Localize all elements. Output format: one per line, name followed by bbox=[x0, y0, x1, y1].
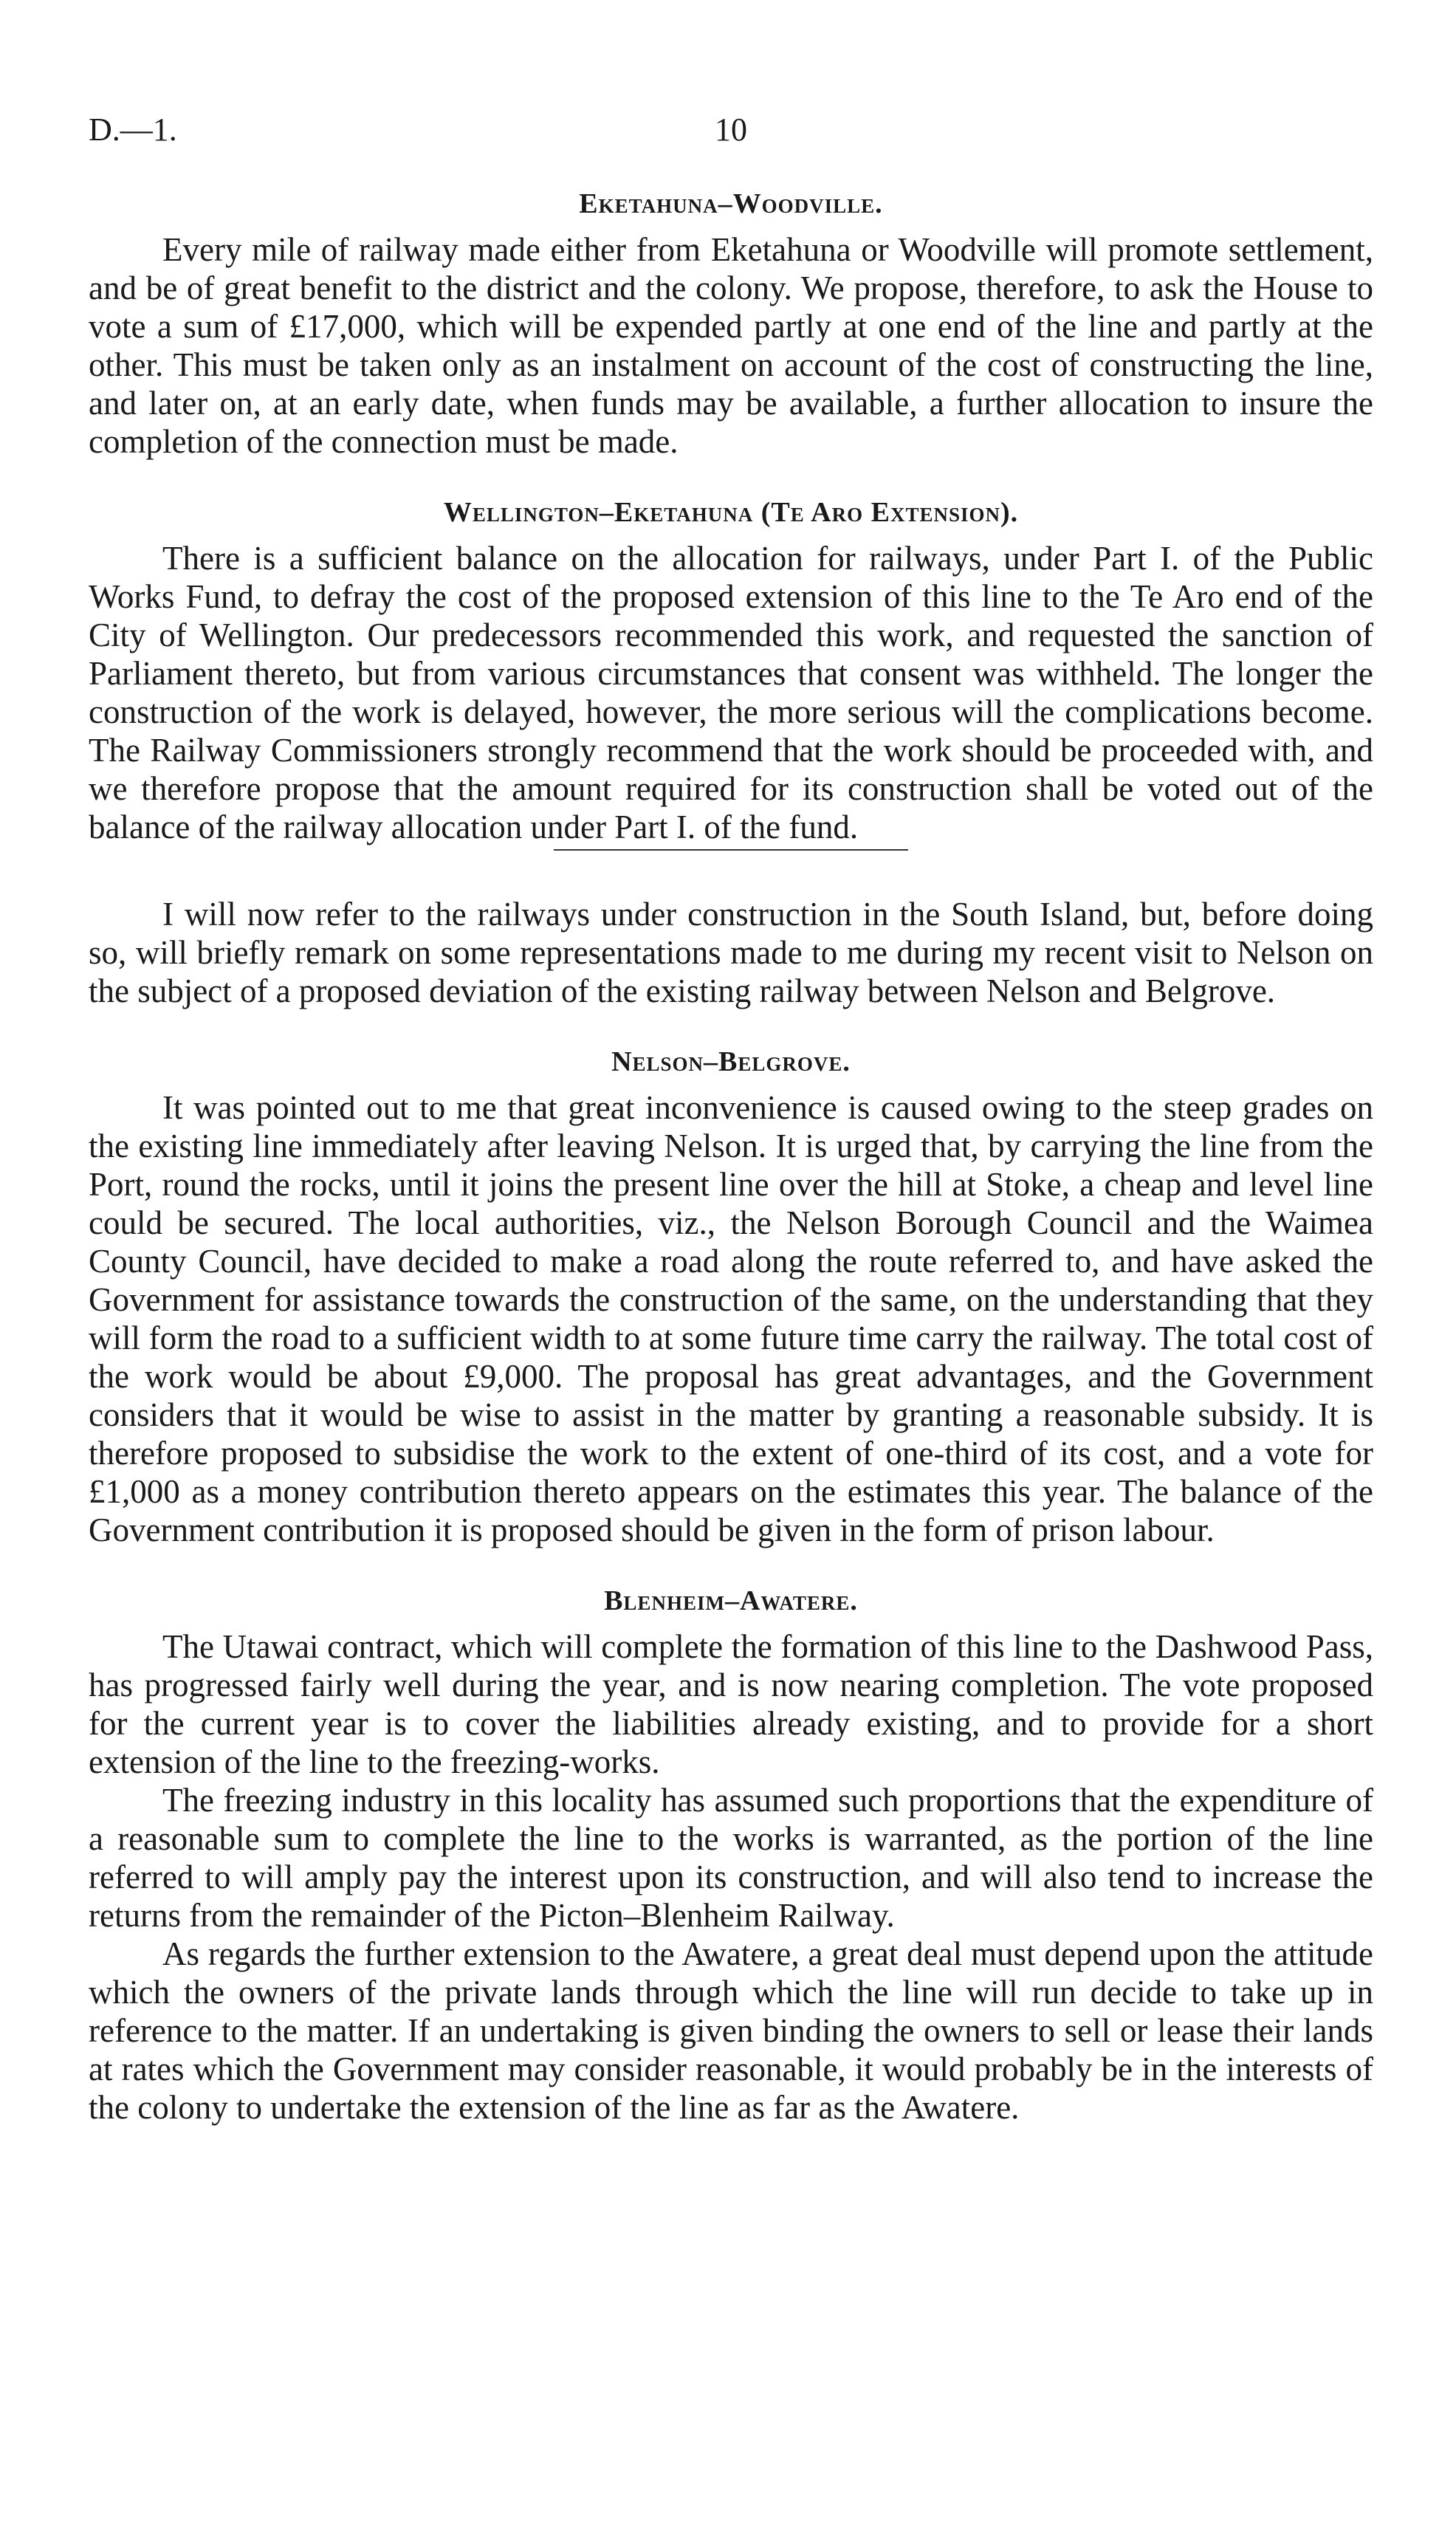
section-blenheim-awatere bbox=[89, 1582, 1373, 2127]
paragraph: I will now refer to the railways under construction in the South Island, but, before doing so, will briefly remark on some representations made to me during my recent visit to Nelson on the subject of a proposed deviation of the existing railway between Nelson and Belgrove. bbox=[89, 896, 1373, 1009]
section-nelson-belgrove bbox=[89, 1043, 1373, 1549]
page-body bbox=[89, 185, 1373, 2127]
section-heading: Eketahuna–Woodville. bbox=[579, 188, 883, 219]
section-heading: Nelson–Belgrove. bbox=[611, 1046, 851, 1077]
paragraph: The freezing industry in this locality has assumed such proportions that the expenditure of a reasonable sum to complete the line to the works is warranted, as the portion of the line referred to will amply pay the interest upon its construction, and will also tend to increase the returns from the remainder of the Picton–Blenheim Railway. bbox=[89, 1782, 1373, 1934]
section-divider bbox=[554, 849, 908, 851]
paragraph: The Utawai contract, which will complete the formation of this line to the Dashwood Pass, has progressed fairly well during the year, and is now nearing completion. The vote proposed for the current year is to cover the liabilities already existing, and to provide for a short extension of the line to the freezing-works. bbox=[89, 1628, 1373, 1780]
paragraph: Every mile of railway made either from Eketahuna or Woodville will promote settlement, and be of great benefit to the district and the colony. We propose, therefore, to ask the House to vote a sum of £17,000, which will be expended partly at one end of the line and partly at the other. This must be taken only as an instalment on account of the cost of constructing the line, and later on, at an early date, when funds may be available, a further allocation to insure the completion of the connection must be made. bbox=[89, 231, 1373, 460]
page-number: 10 bbox=[715, 111, 747, 148]
section-heading: Wellington–Eketahuna (Te Aro Extension). bbox=[443, 497, 1019, 528]
section-heading: Blenheim–Awatere. bbox=[604, 1585, 858, 1616]
paragraph: It was pointed out to me that great inconvenience is caused owing to the steep grades on the existing line immediately after leaving Nelson. It is urged that, by carrying the line from the Port, round the rocks, until it joins the present line over the hill at Stoke, a cheap and level line could be secured. The local authorities, viz., the Nelson Borough Council and the Waimea County Council, have decided to make a road along the route referred to, and have asked the Government for assistance towards the construction of the same, on the understanding that they will form the road to a sufficient width to at some future time carry the railway. The total cost of the work would be about £9,000. The proposal has great advantages, and the Government considers that it would be wise to assist in the matter by granting a reasonable subsidy. It is therefore proposed to subsidise the work to the extent of one-third of its cost, and a vote for £1,000 as a money contribution thereto appears on the estimates this year. The balance of the Government contribution it is proposed should be given in the form of prison labour. bbox=[89, 1089, 1373, 1548]
section-wellington-eketahuna bbox=[89, 493, 1373, 846]
section-eketahuna-woodville bbox=[89, 185, 1373, 461]
section-south-island-intro bbox=[89, 895, 1373, 1010]
paragraph: There is a sufficient balance on the allocation for railways, under Part I. of the Public Works Fund, to defray the cost of the proposed extension of this line to the Te Aro end of the City of Wellington. Our predecessors recommended this work, and requested the sanction of Parliament thereto, but from various circumstances that consent was withheld. The longer the construction of the work is delayed, however, the more serious will the complications become. The Railway Commissioners strongly recommend that the work should be proceeded with, and we therefore propose that the amount required for its construction shall be voted out of the balance of the railway allocation under Part I. of the fund. bbox=[89, 540, 1373, 845]
page-header bbox=[89, 111, 1373, 155]
document-reference: D.—1. bbox=[89, 111, 177, 148]
paragraph: As regards the further extension to the Awatere, a great deal must depend upon the attitude which the owners of the private lands through which the line will run decide to take up in reference to the matter. If an undertaking is given binding the owners to sell or lease their lands at rates which the Government may consider reasonable, it would probably be in the interests of the colony to undertake the extension of the line as far as the Awatere. bbox=[89, 1935, 1373, 2126]
